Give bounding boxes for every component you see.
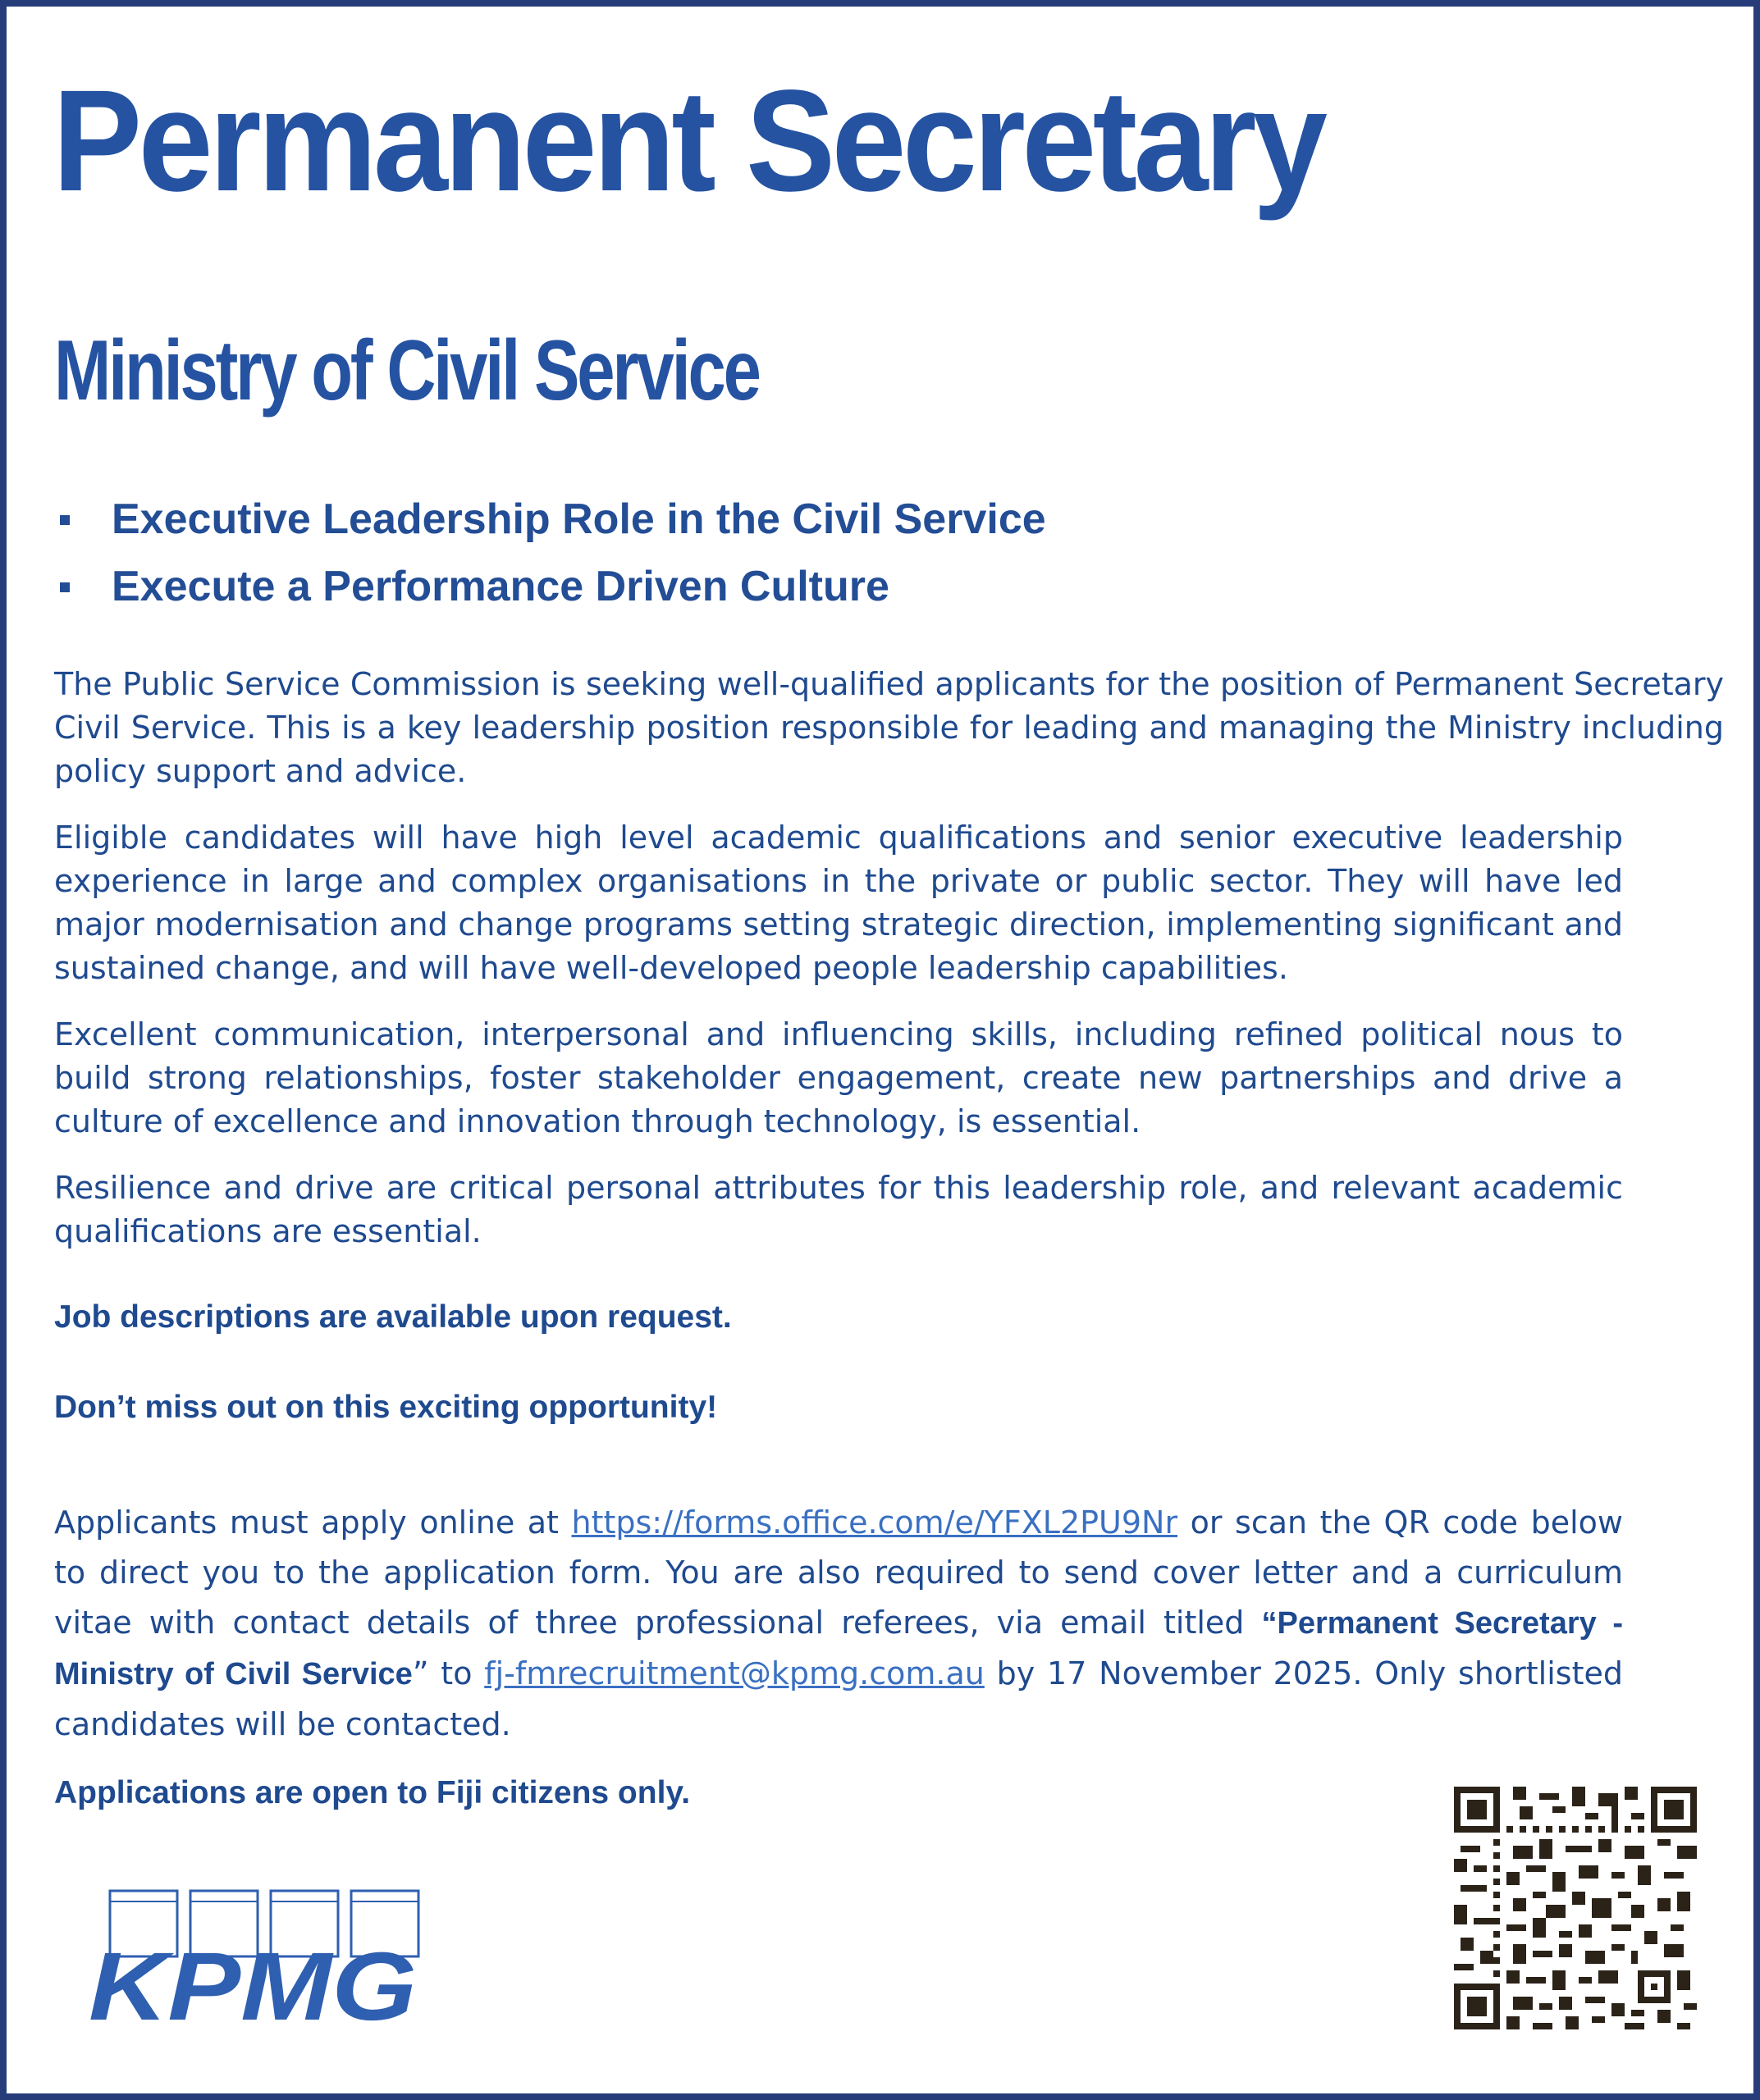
application-instructions: Applicants must apply online at https://forms.office.com/e/YFXL2PU9Nr or scan the QR code below to direct you to the application form. You are also required to send cover letter and a curriculum vitae with contact details of three professional referees, via email titled “Permanent Secretary - Ministry of Civil Service” to fj-fmrecruitment@kpmg.com.au by 17 November 2025. Only shortlisted candidates will be contacted.	[54, 1504, 1623, 1742]
list-item: Execute a Performance Driven Culture	[57, 559, 1046, 627]
bullet-square-icon	[60, 582, 70, 592]
paragraph-skills: Excellent communication, interpersonal and influencing skills, including refined political nous to build strong relationships, foster stakeholder engagement, create new partnerships and drive a culture of excellence and innovation through technology, is essential.	[54, 1016, 1623, 1139]
qr-code[interactable]	[1454, 1787, 1697, 2029]
kpmg-logo	[87, 1888, 425, 2028]
application-form-link[interactable]: https://forms.office.com/e/YFXL2PU9Nr	[571, 1504, 1178, 1541]
bullet-square-icon	[60, 515, 70, 525]
body-text	[54, 663, 1724, 1276]
kpmg-logo-text: KPMG	[89, 1933, 417, 2028]
recruitment-email-link[interactable]: fj-fmrecruitment@kpmg.com.au	[484, 1655, 985, 1691]
highlights-list	[57, 492, 1046, 627]
citizenship-note: Applications are open to Fiji citizens only.	[54, 1775, 691, 1810]
paragraph-attributes: Resilience and drive are critical personal attributes for this leadership role, and relevant academic qualifications are essential.	[54, 1170, 1623, 1249]
list-item: Executive Leadership Role in the Civil Service	[57, 492, 1046, 559]
page-subtitle: Ministry of Civil Service	[54, 323, 759, 418]
paragraph-intro: The Public Service Commission is seeking well-qualified applicants for the position of Permanent Secretary Civil Service. This is a key leadership position responsible for leading and managing the Ministry including policy support and advice.	[54, 666, 1724, 789]
paragraph-eligibility: Eligible candidates will have high level academic qualifications and senior executive leadership experience in large and complex organisations in the private or public sector. They will have led major modernisation and change programs setting strategic direction, implementing significant and sustained change, and will have well-developed people leadership capabilities.	[54, 819, 1623, 986]
job-descriptions-note: Job descriptions are available upon request.	[54, 1299, 732, 1335]
opportunity-note: Don’t miss out on this exciting opportunity!	[54, 1390, 718, 1425]
page-title: Permanent Secretary	[53, 61, 1324, 221]
email-subject: “Permanent Secretary - Ministry of Civil Service	[54, 1606, 1623, 1691]
